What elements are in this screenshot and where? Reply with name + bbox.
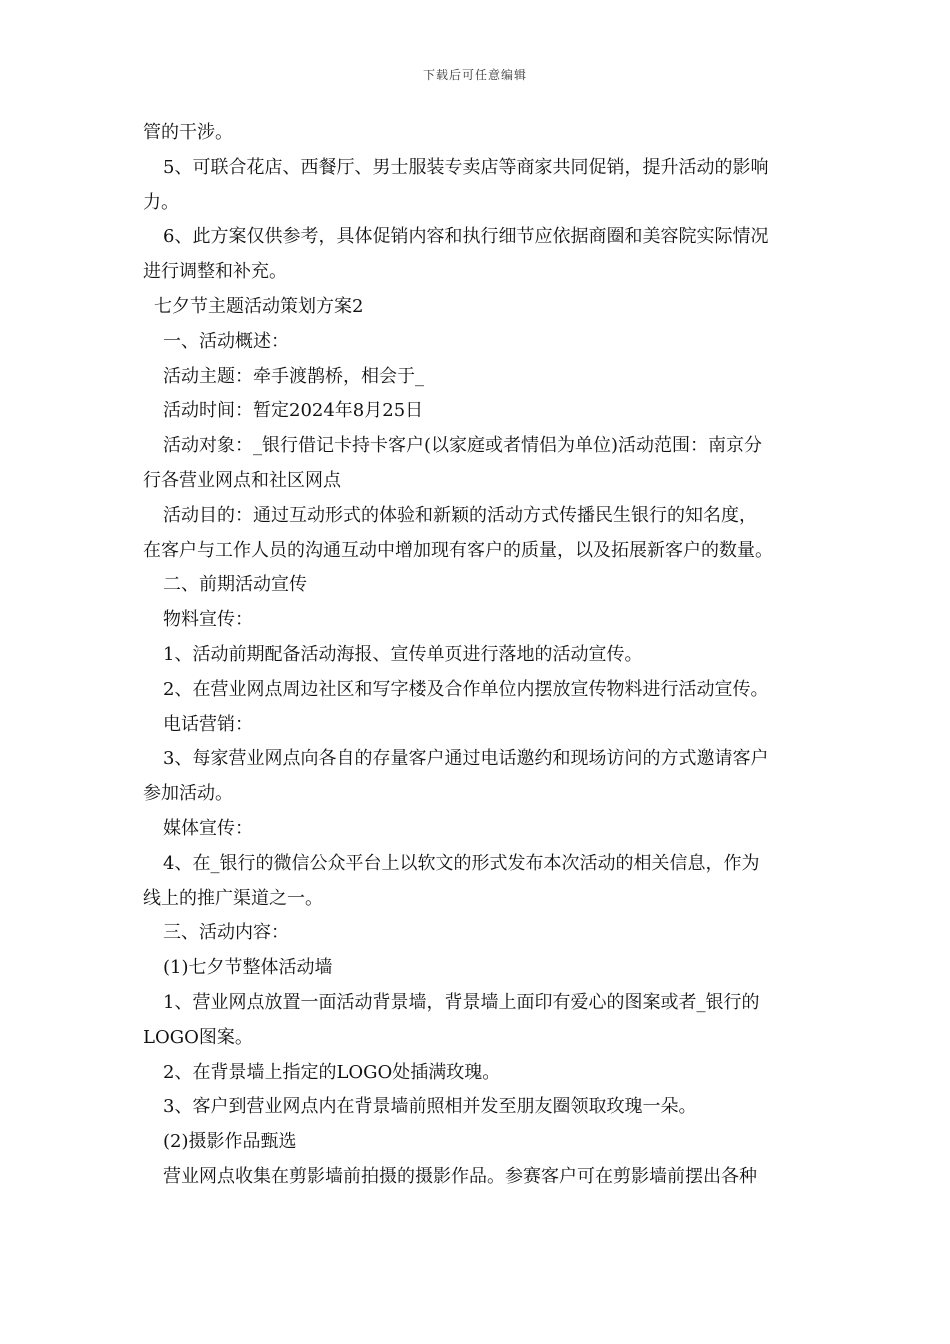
paragraph-line: 二、前期活动宣传 [163,574,307,596]
paragraph-line: 三、活动内容： [163,922,289,944]
paragraph-line: 营业网点收集在剪影墙前拍摄的摄影作品。参赛客户可在剪影墙前摆出各种 [163,1165,757,1187]
paragraph-line: 3、每家营业网点向各自的存量客户通过电话邀约和现场访问的方式邀请客户 [163,748,769,770]
paragraph-line: 6、此方案仅供参考，具体促销内容和执行细节应依据商圈和美容院实际情况 [163,226,769,248]
paragraph-line: 活动对象：_银行借记卡持卡客户(以家庭或者情侣为单位)活动范围：南京分 [163,435,763,457]
paragraph-line: 3、客户到营业网点内在背景墙前照相并发至朋友圈领取玫瑰一朵。 [163,1096,697,1118]
paragraph-line: 进行调整和补充。 [143,261,287,283]
paragraph-line: (2)摄影作品甄选 [163,1131,297,1153]
paragraph-line: 2、在背景墙上指定的LOGO处插满玫瑰。 [163,1061,501,1083]
paragraph-line: 4、在_银行的微信公众平台上以软文的形式发布本次活动的相关信息，作为 [163,852,760,874]
page-header: 下载后可任意编辑 [422,68,527,82]
paragraph-line: 参加活动。 [143,783,233,805]
section-title: 七夕节主题活动策划方案2 [154,295,364,317]
paragraph-line: 在客户与工作人员的沟通互动中增加现有客户的质量，以及拓展新客户的数量。 [143,539,773,561]
paragraph-line: 管的干涉。 [143,122,233,143]
paragraph-line: 电话营销： [163,713,253,735]
paragraph-line: 线上的推广渠道之一。 [143,887,323,909]
paragraph-line: 一、活动概述： [163,330,289,352]
paragraph-line: 行各营业网点和社区网点 [143,469,341,491]
paragraph-line: 力。 [143,191,179,213]
paragraph-line: 2、在营业网点周边社区和写字楼及合作单位内摆放宣传物料进行活动宣传。 [163,678,769,700]
paragraph-line: (1)七夕节整体活动墙 [163,957,333,979]
paragraph-line: 1、活动前期配备活动海报、宣传单页进行落地的活动宣传。 [163,643,643,665]
paragraph-line: 1、营业网点放置一面活动背景墙，背景墙上面印有爱心的图案或者_银行的 [163,991,760,1013]
paragraph-line: 媒体宣传： [163,817,253,839]
paragraph-line: 活动目的：通过互动形式的体验和新颖的活动方式传播民生银行的知名度， [163,504,757,526]
document-body [143,116,808,1195]
paragraph-line: 活动时间：暂定2024年8月25日 [163,400,424,422]
paragraph-line: 5、可联合花店、西餐厅、男士服装专卖店等商家共同促销，提升活动的影响 [163,156,769,178]
paragraph-line: 活动主题：牵手渡鹊桥，相会于_ [163,365,424,387]
paragraph-line: 物料宣传： [163,609,253,631]
paragraph-line: LOGO图案。 [143,1026,253,1048]
